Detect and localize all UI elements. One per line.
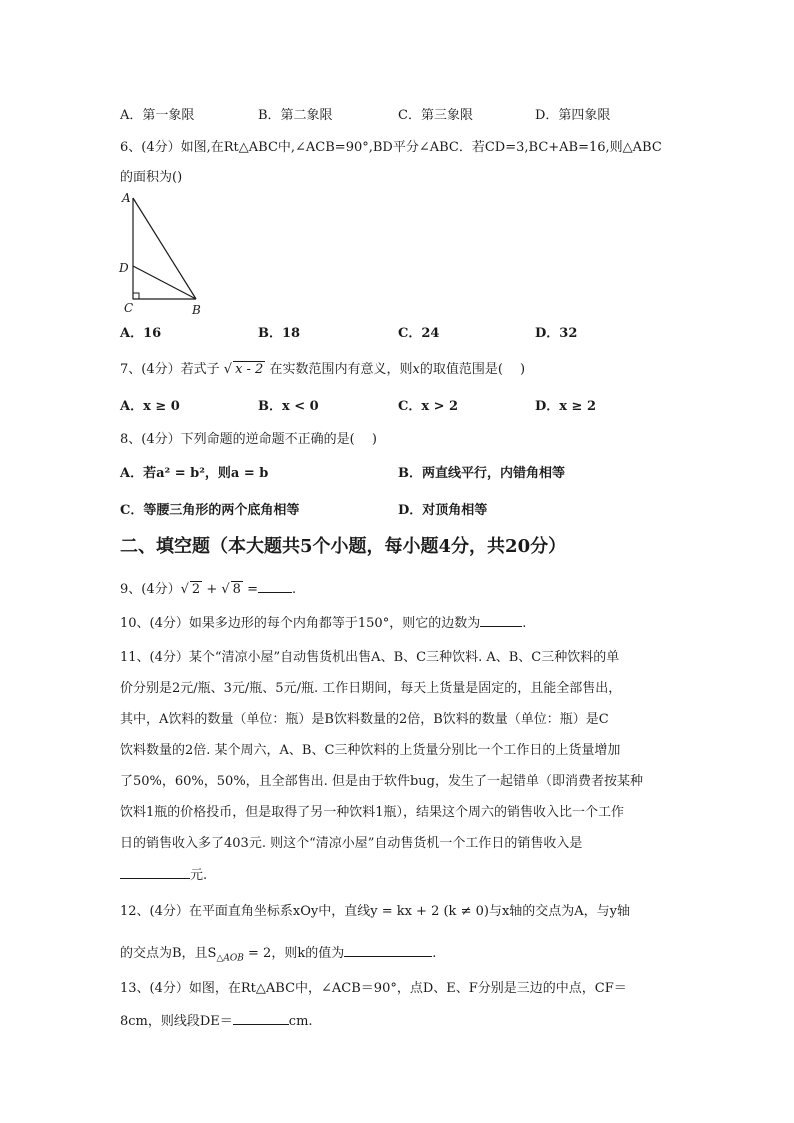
q6-triangle-figure: [118, 190, 208, 320]
q12-subscript: △AOB: [216, 953, 244, 964]
q11-line-1: 11、(4分）某个“清凉小屋”自动售货机出售A、B、C三种饮料. A、B、C三种饮料的单: [120, 650, 620, 665]
q13-answer-blank[interactable]: [233, 1012, 289, 1025]
q8-option-c: C．等腰三角形的两个底角相等: [120, 503, 300, 518]
q7-middle: 在实数范围内有意义，则: [269, 362, 413, 377]
q11-unit: 元.: [190, 868, 208, 883]
q10-text: 10、(4分）如果多边形的每个内角都等于150°，则它的边数为: [120, 616, 481, 631]
q13-line-2: [120, 1010, 313, 1029]
q10-end: .: [522, 616, 527, 631]
q11-line-6: 饮料1瓶的价格投币，但是取得了另一种饮料1瓶），结果这个周六的销售收入比一个工作: [120, 805, 625, 820]
q11-answer-blank[interactable]: [120, 866, 190, 879]
q6-option-c: C．24: [398, 326, 440, 341]
q7-option-d: D．x ≥ 2: [535, 399, 597, 414]
q11-answer-line: [120, 864, 207, 883]
segment-bd: [133, 266, 196, 299]
q8-stem: 8、(4分）下列命题的逆命题不正确的是( ): [120, 432, 377, 447]
q6-stem-line2: 的面积为(): [120, 170, 183, 185]
q7-option-c: C．x > 2: [398, 399, 459, 414]
q5-option-b: B．第二象限: [258, 108, 333, 123]
q13-line2-prefix: 8cm，则线段DE＝: [120, 1014, 233, 1029]
q7-radicand: x - 2: [235, 362, 264, 377]
q10-answer-blank[interactable]: [480, 614, 522, 627]
q11-line-5: 了50%，60%，50%，且全部售出. 但是由于软件bug，发生了一起错单（即消费者按某种: [120, 774, 643, 789]
section-heading: 二、填空题（本大题共5个小题，每小题4分，共20分）: [120, 536, 567, 557]
q7-option-b: B．x < 0: [258, 399, 319, 414]
q9-end: .: [291, 582, 297, 597]
q13-line-1: 13、(4分）如图，在Rt△ABC中，∠ACB＝90°，点D、E、F分别是三边的中点，CF＝: [120, 981, 627, 996]
q6-option-b: B．18: [258, 326, 301, 341]
q11-line-7: 日的销售收入多了403元. 则这个“清凉小屋”自动售货机一个工作日的销售收入是: [120, 836, 583, 851]
sqrt-sign-icon: √: [221, 582, 230, 597]
q7-option-a: A．x ≥ 0: [120, 399, 180, 414]
q6-option-a: A．16: [120, 326, 162, 341]
sqrt-sign-icon: √: [223, 362, 233, 377]
q12-line2-prefix: 的交点为B，且S: [120, 946, 217, 961]
q7-stem: [120, 358, 525, 377]
q6-stem-line1: 6、(4分）如图,在Rt△ABC中,∠ACB=90°,BD平分∠ABC．若CD=3,BC+AB=16,则△ABC: [120, 140, 662, 155]
q6-option-d: D．32: [535, 326, 578, 341]
q12-line2-mid: = 2，则k的值为: [243, 946, 345, 961]
q9-equals: =: [242, 582, 258, 597]
q7-prefix: 7、(4分）若式子: [120, 362, 220, 377]
label-b: B: [192, 303, 201, 317]
sqrt-sign-icon: √: [180, 582, 189, 597]
q11-line-3: 其中，A饮料的数量（单位：瓶）是B饮料数量的2倍，B饮料的数量（单位：瓶）是C: [120, 712, 609, 727]
q11-line-4: 饮料数量的2倍. 某个周六，A、B、C三种饮料的上货量分别比一个工作日的上货量增加: [120, 743, 621, 758]
q5-option-a: A．第一象限: [120, 108, 195, 123]
q9-plus: +: [202, 582, 222, 597]
q9-radicand-1: 2: [191, 582, 201, 597]
label-c: C: [124, 301, 134, 315]
q7-var: x: [412, 362, 420, 377]
q8-option-a: A．若a² = b²，则a = b: [120, 466, 269, 481]
q11-line-2: 价分别是2元/瓶、3元/瓶、5元/瓶. 工作日期间，每天上货量是固定的，且能全部售出，: [120, 681, 622, 696]
q9-prefix: 9、(4分）: [120, 582, 181, 597]
right-angle-mark: [133, 293, 139, 299]
q13-line2-suffix: cm.: [288, 1014, 313, 1029]
q5-option-c: C．第三象限: [398, 108, 473, 123]
q8-option-d: D．对顶角相等: [398, 503, 488, 518]
label-d: D: [119, 261, 129, 275]
q9-radicand-2: 8: [232, 582, 241, 597]
q8-option-b: B．两直线平行，内错角相等: [398, 466, 565, 481]
side-ab: [133, 198, 196, 299]
q9-answer-blank[interactable]: [258, 580, 292, 593]
q10-stem: [120, 612, 526, 631]
q12-end: .: [432, 946, 437, 961]
q5-option-d: D．第四象限: [535, 108, 611, 123]
q12-line-2: [120, 942, 436, 964]
q12-answer-blank[interactable]: [344, 944, 432, 957]
q7-suffix: 的取值范围是( ): [419, 362, 526, 377]
q12-line-1: 12、(4分）在平面直角坐标系xOy中，直线y = kx + 2 (k ≠ 0)与x轴的交点为A，与y轴: [120, 904, 631, 919]
q9-stem: [120, 578, 296, 597]
label-a: A: [122, 191, 131, 205]
